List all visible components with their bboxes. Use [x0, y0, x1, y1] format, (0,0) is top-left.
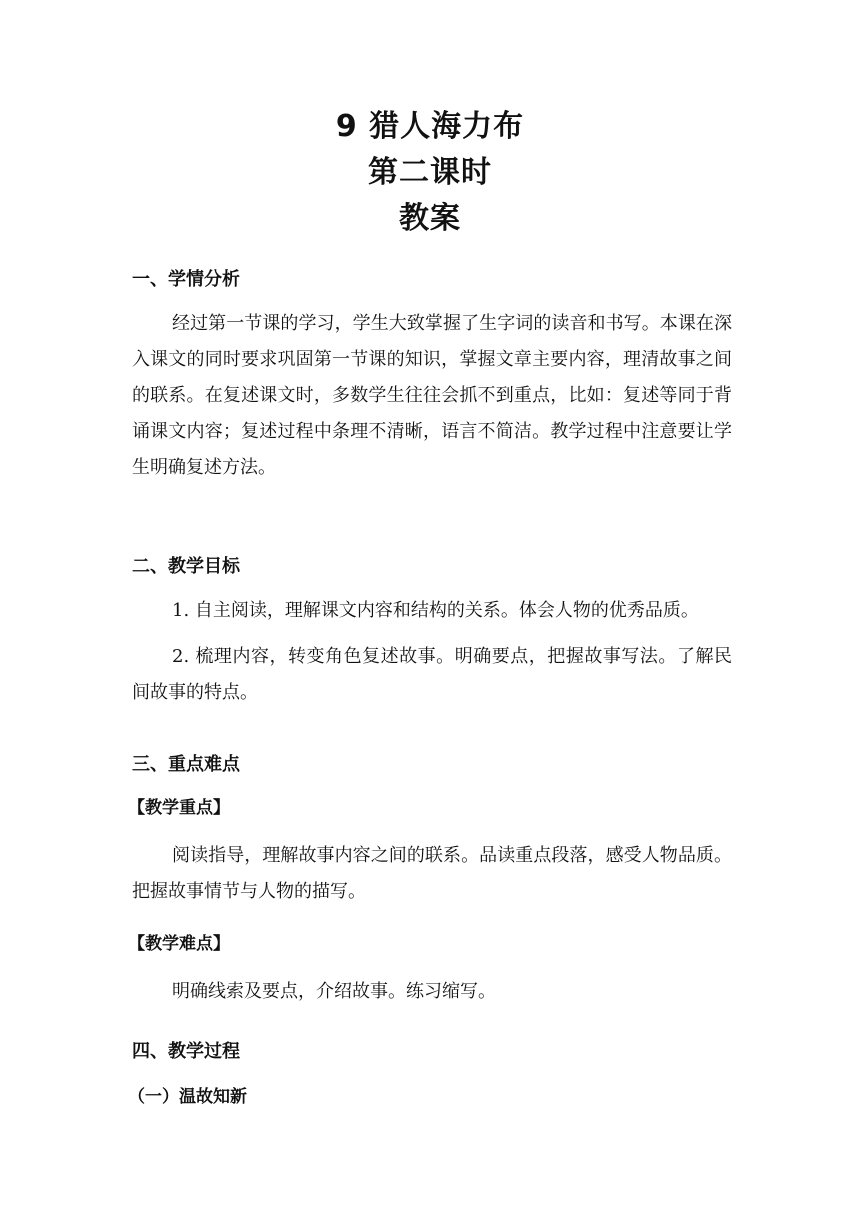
section-heading-process: 四、教学过程	[132, 1041, 240, 1062]
focus-label: 【教学重点】	[128, 798, 230, 818]
section-heading-goals: 二、教学目标	[132, 556, 240, 577]
section-heading-analysis: 一、学情分析	[132, 269, 240, 290]
analysis-paragraph: 经过第一节课的学习，学生大致掌握了生字词的读音和书写。本课在深入课文的同时要求巩固第一节课的知识，掌握文章主要内容，理清故事之间的联系。在复述课文时，多数学生往往会抓不到重点，比如：复述等同于背诵课文内容；复述过程中条理不清晰，语言不简洁。教学过程中注意要让学生明确复述方法。	[132, 313, 732, 478]
goal-item-1: 1. 自主阅读，理解课文内容和结构的关系。体会人物的优秀品质。	[172, 600, 699, 621]
difficulty-label: 【教学难点】	[128, 934, 230, 954]
goal-item-2: 2. 梳理内容，转变角色复述故事。明确要点，把握故事写法。了解民间故事的特点。	[132, 646, 732, 703]
focus-paragraph: 阅读指导，理解故事内容之间的联系。品读重点段落，感受人物品质。把握故事情节与人物的描写。	[132, 845, 732, 902]
section-heading-key-points: 三、重点难点	[132, 754, 240, 775]
process-sub-heading: （一）温故知新	[128, 1087, 247, 1107]
lesson-title: 9 猎人海力布	[335, 109, 525, 144]
lesson-period: 第二课时	[368, 155, 492, 190]
document-type: 教案	[399, 201, 461, 236]
difficulty-paragraph: 明确线索及要点，介绍故事。练习缩写。	[172, 981, 496, 1002]
document-title	[0, 104, 860, 242]
